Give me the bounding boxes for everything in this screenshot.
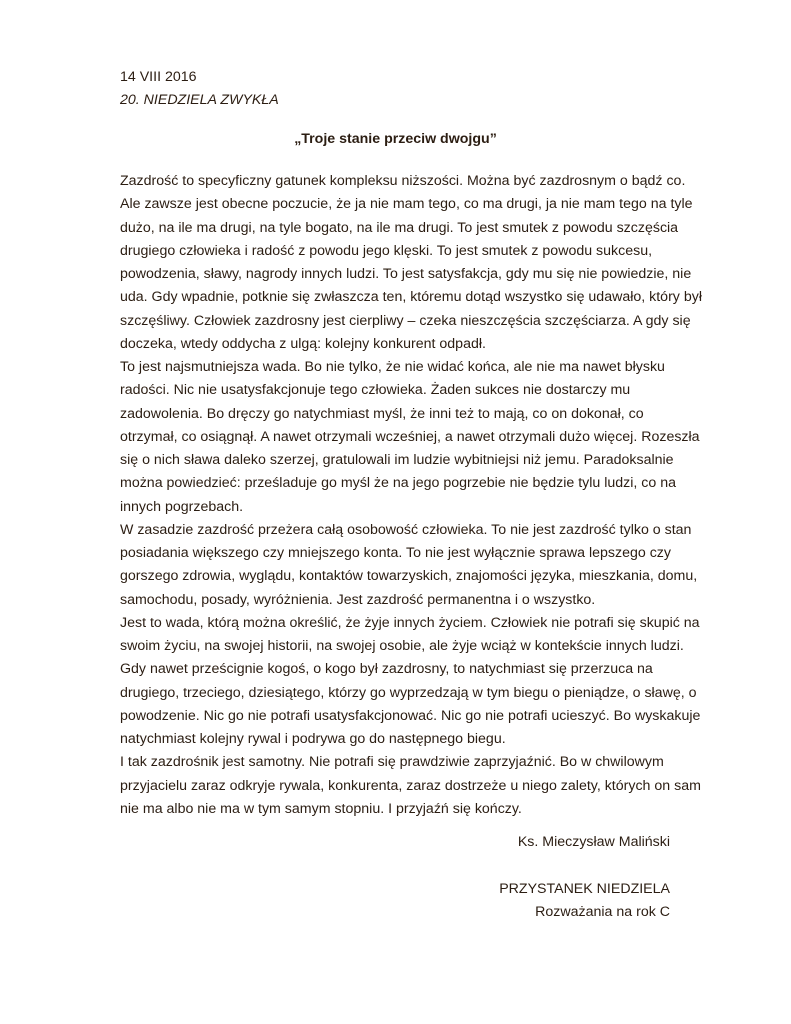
paragraph-line: Gdy nawet prześcignie kogoś, o kogo był zazdrosny, to natychmiast się przerzuca na — [120, 661, 653, 678]
source-book-title: PRZYSTANEK NIEDZIELA — [499, 881, 670, 897]
paragraph-line: radości. Nic nie usatysfakcjonuje tego człowieka. Żaden sukces nie dostarczy mu — [120, 382, 631, 399]
paragraph-line: I tak zazdrośnik jest samotny. Nie potrafi się prawdziwie zaprzyjaźnić. Bo w chwilowym — [120, 754, 664, 771]
liturgical-sunday: 20. NIEDZIELA ZWYKŁA — [120, 92, 279, 108]
paragraph-line: dużo, na ile ma drugi, na tyle bogato, na ile ma drugi. To jest smutek z powodu szczęścia — [120, 219, 679, 236]
paragraph-line: Jest to wada, którą można określić, że żyje innych życiem. Człowiek nie potrafi się skupić na — [120, 614, 700, 631]
body-paragraph — [120, 751, 701, 821]
paragraph-line: można powiedzieć: prześladuje go myśl że na jego pogrzebie nie będzie tylu ludzi, co na — [120, 475, 677, 492]
paragraph-line: otrzymał, co osiągnął. A nawet otrzymali wcześniej, a nawet otrzymali dużo więcej. Rozeszła — [120, 428, 700, 445]
paragraph-line: Zazdrość to specyficzny gatunek kompleksu niższości. Można być zazdrosnym o bądź co. — [120, 173, 686, 189]
body-paragraph — [120, 170, 702, 356]
paragraph-line: gorszego zdrowia, wyglądu, kontaktów towarzyskich, znajomości języka, mieszkania, domu, — [120, 568, 698, 585]
body-paragraph — [120, 519, 698, 612]
paragraph-line: przyjacielu zaraz odkryje rywala, konkurenta, zaraz dostrzeże u niego zalety, których on sam — [120, 777, 701, 794]
source-reference — [499, 878, 670, 924]
document-body — [120, 170, 702, 821]
paragraph-line: nie ma albo nie ma w tym samym stopniu. I przyjaźń się kończy. — [120, 800, 522, 817]
paragraph-line: innych pogrzebach. — [120, 498, 244, 515]
source-book-subtitle: Rozważania na rok C — [535, 904, 670, 920]
author-signature: Ks. Mieczysław Maliński — [517, 834, 670, 850]
paragraph-line: doczeka, wtedy oddycha z ulgą: kolejny konkurent odpadł. — [120, 335, 486, 352]
paragraph-line: samochodu, posady, wyróżnienia. Jest zazdrość permanentna i o wszystko. — [120, 591, 596, 608]
paragraph-line: powodzenie. Nic go nie potrafi usatysfakcjonować. Nic go nie potrafi ucieszyć. Bo wyskakuje — [120, 707, 701, 724]
document-date: 14 VIII 2016 — [120, 69, 197, 85]
paragraph-line: się o nich sława daleko szerzej, gratulowali im ludzie wybitniejsi niż jemu. Paradoksalnie — [120, 452, 674, 468]
paragraph-line: drugiego człowieka i radość z powodu jego klęski. To jest smutek z powodu sukcesu, — [120, 242, 653, 259]
paragraph-line: posiadania większego czy mniejszego konta. To nie jest wyłącznie sprawa lepszego czy — [120, 545, 671, 561]
paragraph-line: powodzenia, sławy, nagrody innych ludzi. To jest satysfakcja, gdy mu się nie powiedzie, nie — [120, 266, 692, 282]
paragraph-line: uda. Gdy wpadnie, potknie się zwłaszcza ten, któremu dotąd wszystko się udawało, który był — [120, 289, 702, 306]
paragraph-line: Ale zawsze jest obecne poczucie, że ja nie mam tego, co ma drugi, ja nie mam tego na tyle — [120, 196, 693, 213]
paragraph-line: drugiego, trzeciego, dziesiątego, którzy go wyprzedzają w tym biegu o pieniądze, o sławę, o — [120, 684, 697, 701]
paragraph-line: W zasadzie zazdrość przeżera całą osobowość człowieka. To nie jest zazdrość tylko o stan — [120, 521, 692, 538]
paragraph-line: zadowolenia. Bo dręczy go natychmiast myśl, że inni też to mają, co on dokonał, co — [120, 405, 644, 422]
paragraph-line: swoim życiu, na swojej historii, na swojej osobie, ale żyje wciąż w kontekście innych ludzi. — [120, 638, 684, 654]
document-title: „Troje stanie przeciw dwojgu” — [294, 131, 497, 147]
paragraph-line: szczęśliwy. Człowiek zazdrosny jest cierpliwy – czeka nieszczęścia szczęściarza. A gdy się — [120, 312, 691, 329]
body-paragraph — [120, 612, 701, 752]
paragraph-line: natychmiast kolejny rywal i podrywa go do następnego biegu. — [120, 731, 506, 747]
paragraph-line: To jest najsmutniejsza wada. Bo nie tylko, że nie widać końca, ale nie ma nawet błysku — [120, 359, 665, 375]
body-paragraph — [120, 356, 700, 519]
